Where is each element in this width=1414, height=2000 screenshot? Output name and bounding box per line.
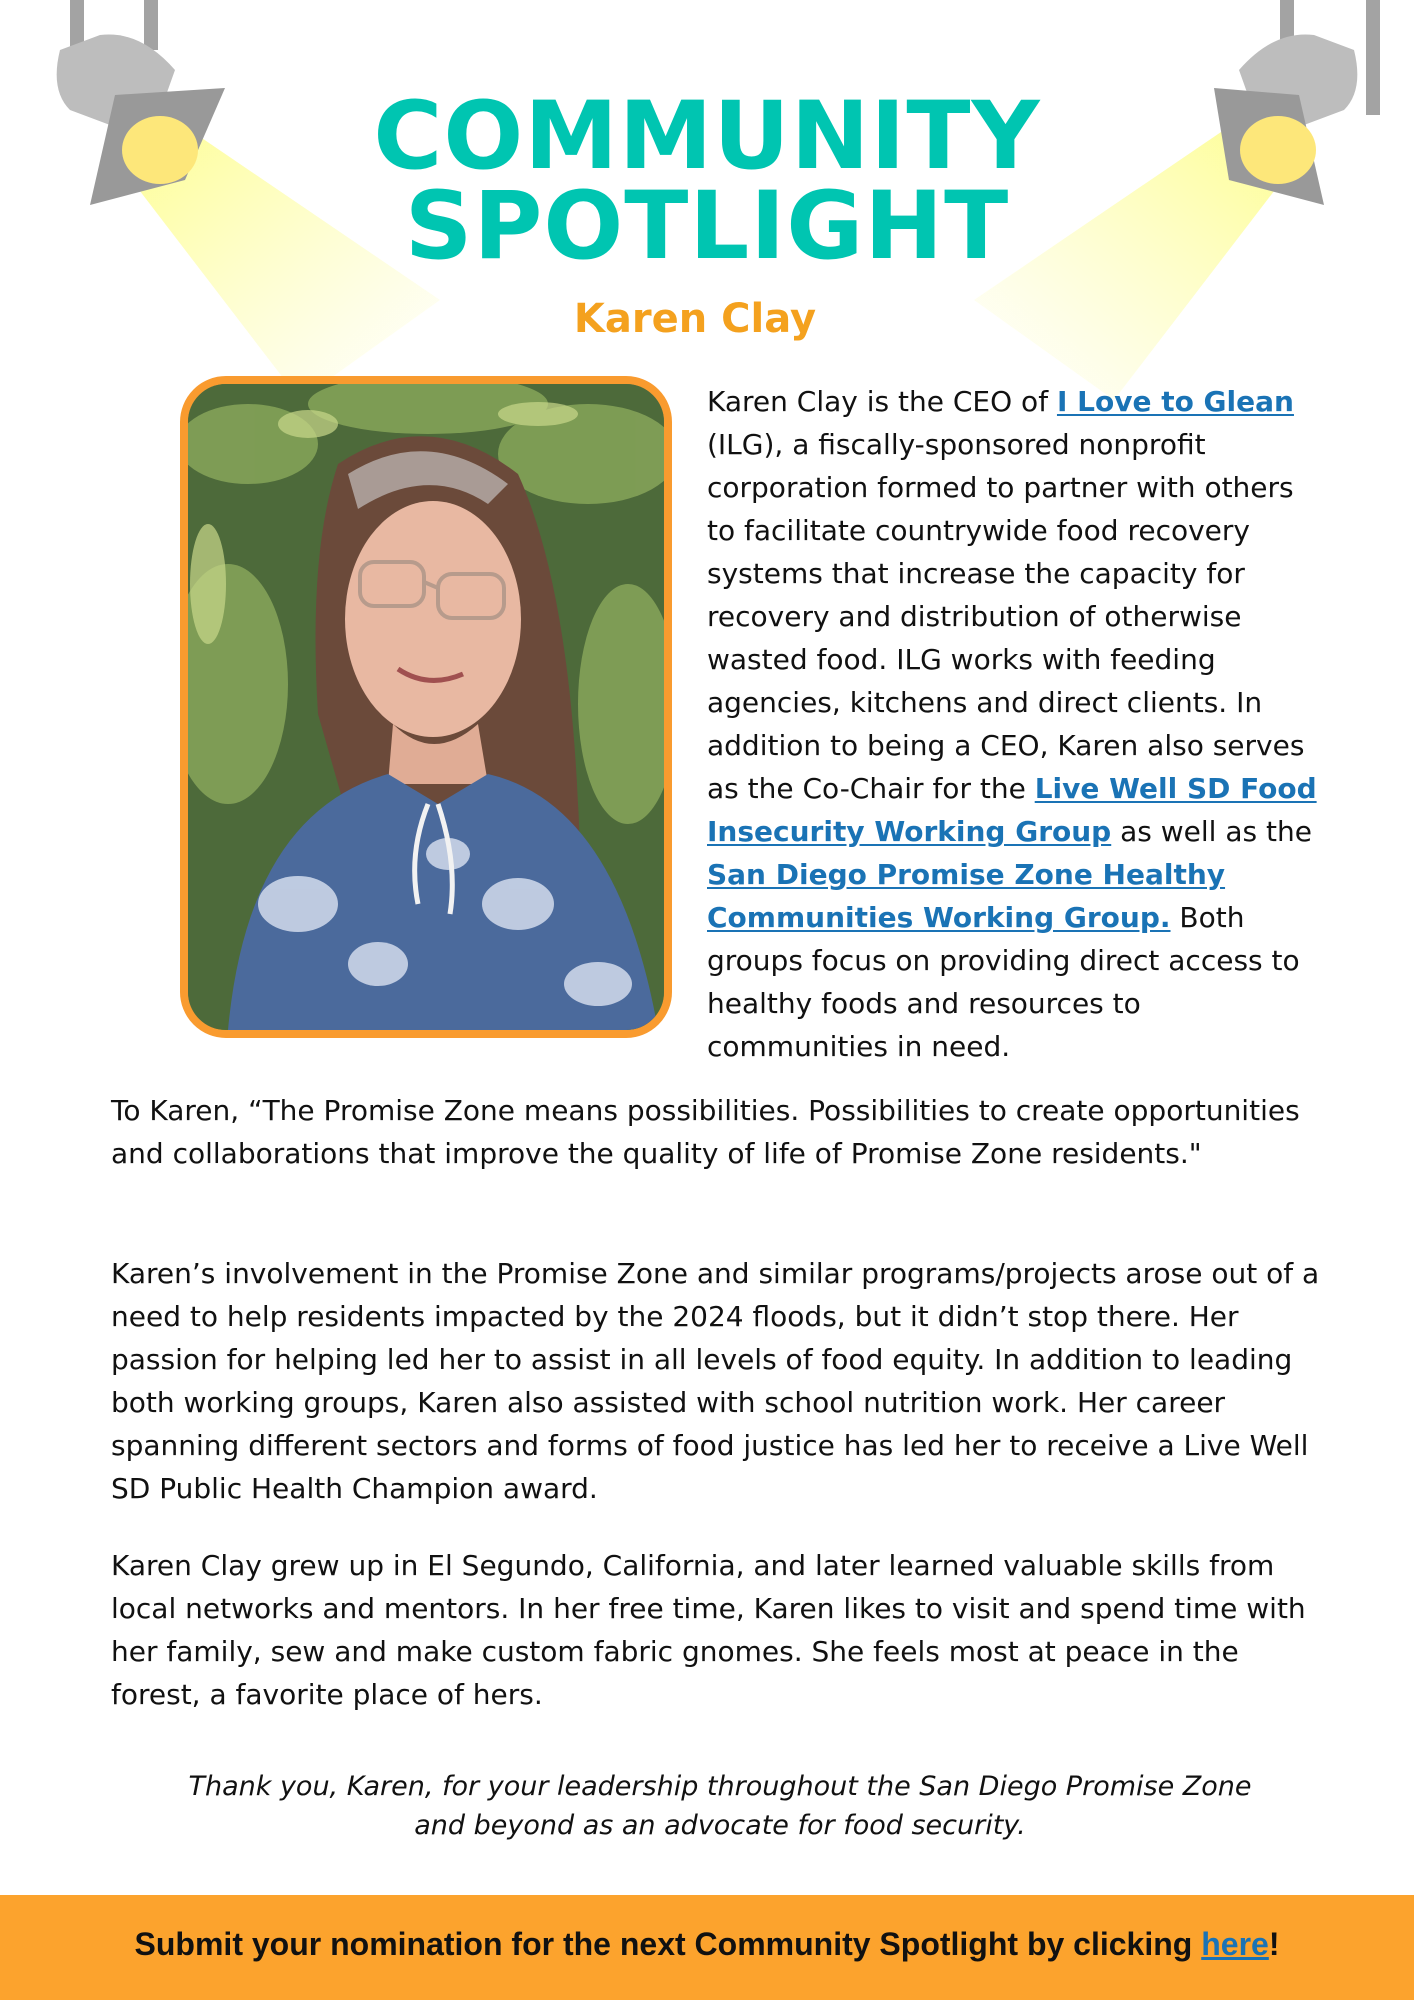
footer-end: ! [1268,1926,1280,1962]
thank-you-line-2: and beyond as an advocate for food security. [414,1810,1026,1841]
nomination-call-to-action [0,1926,1414,1963]
title-line-2: SPOTLIGHT [404,172,1010,281]
portrait-photo [180,376,672,1038]
page-title [0,82,1414,281]
thank-you-line-1: Thank you, Karen, for your leadership throughout the San Diego Promise Zone [188,1771,1252,1802]
portrait-image-icon [188,384,664,1030]
promise-zone-working-group-link[interactable]: San Diego Promise Zone Healthy Communities Working Group. [707,858,1226,934]
live-well-sd-working-group-link[interactable]: Live Well SD Food Insecurity Working Group [707,772,1317,848]
intro-paragraph [707,380,1327,1068]
background-paragraph: Karen Clay grew up in El Segundo, California, and later learned valuable skills from local networks and mentors. In her free time, Karen likes to visit and spend time with her family, sew and make custom fabric gnomes. She feels most at peace in the forest, a favorite place of hers. [111,1549,1306,1711]
footer-text: Submit your nomination for the next Community Spotlight by clicking [134,1926,1202,1962]
title-line-1: COMMUNITY [373,82,1041,191]
nomination-footer-banner [0,1895,1414,2000]
intro-text-3: as well as the [1111,815,1312,848]
intro-text-4: Both groups focus on providing direct access to healthy foods and resources to communities in need. [707,901,1300,1063]
spotlight-name: Karen Clay [573,296,817,342]
involvement-paragraph: Karen’s involvement in the Promise Zone and similar programs/projects arose out of a need to help residents impacted by the 2024 floods, but it didn’t stop there. Her passion for helping led her to assist in all levels of food equity. In addition to leading both working groups, Karen also assisted with school nutrition work. Her career spanning different sectors and forms of food justice has led her to receive a Live Well SD Public Health Champion award. [111,1257,1320,1505]
i-love-to-glean-link[interactable]: I Love to Glean [1056,385,1294,418]
quote-paragraph: To Karen, “The Promise Zone means possibilities. Possibilities to create opportunities and collaborations that improve the quality of life of Promise Zone residents." [111,1094,1300,1170]
thank-you-note [170,1767,1270,1845]
intro-text-1: Karen Clay is the CEO of [707,385,1057,418]
nomination-here-link[interactable]: here [1201,1926,1269,1962]
intro-text-2: (ILG), a fiscally-sponsored nonprofit corporation formed to partner with others to facilitate countrywide food recovery systems that increase the capacity for recovery and distribution of otherwise wasted food. ILG works with feeding agencies, kitchens and direct clients. In addition to being a CEO, Karen also serves as the Co-Chair for the [707,428,1305,805]
